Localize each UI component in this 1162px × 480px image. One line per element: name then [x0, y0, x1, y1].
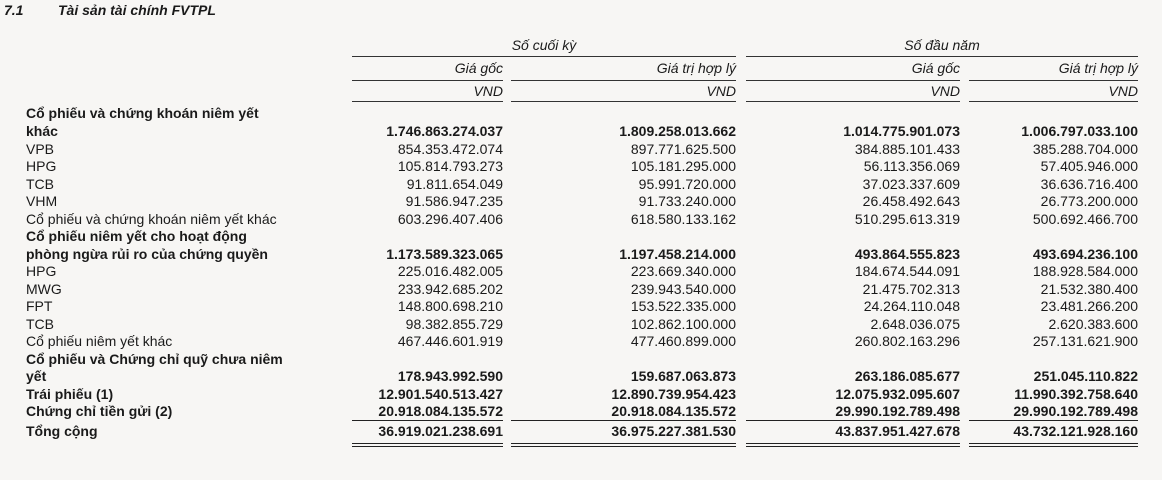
cell-value: 257.131.621.900: [1032, 333, 1138, 349]
row-label: VPB: [26, 141, 55, 157]
section-number: 7.1: [4, 2, 24, 18]
row-label: yết: [26, 368, 47, 384]
total-double-rule-2: [511, 446, 736, 447]
total-top-rule: [511, 420, 736, 421]
cell-value: 91.586.947.235: [405, 193, 503, 209]
row-label: HPG: [26, 158, 57, 174]
total-double-rule-1: [352, 443, 503, 444]
table-row: [0, 211, 1162, 227]
column-unit-rule: [352, 101, 503, 102]
total-double-rule-1: [969, 443, 1138, 444]
table-row: [0, 263, 1162, 279]
cell-value: 897.771.625.500: [630, 141, 736, 157]
cell-value: 21.532.380.400: [1040, 281, 1138, 297]
cell-value: 56.113.356.069: [863, 158, 960, 174]
cell-value: 95.991.720.000: [638, 176, 736, 192]
cell-value: 1.173.589.323.065: [386, 246, 503, 262]
cell-value: 2.620.383.600: [1048, 316, 1138, 332]
table-row: [0, 423, 1162, 439]
cell-value: 105.814.793.273: [397, 158, 503, 174]
table-row: [0, 123, 1162, 139]
cell-value: 225.016.482.005: [397, 263, 503, 279]
row-label: khác: [26, 123, 58, 139]
group-header-end-period: Số cuối kỳ: [511, 37, 577, 53]
row-label: Cổ phiếu niêm yết cho hoạt động: [26, 228, 247, 244]
cell-value: 98.382.855.729: [405, 316, 503, 332]
cell-value: 29.990.192.789.498: [1013, 403, 1138, 419]
cell-value: 153.522.335.000: [630, 298, 736, 314]
cell-value: 2.648.036.075: [870, 316, 960, 332]
group-header-beginning-year: Số đầu năm: [904, 37, 980, 53]
column-header-label: Giá gốc: [454, 60, 503, 76]
total-top-rule: [352, 420, 503, 421]
cell-value: 510.295.613.319: [854, 211, 960, 227]
cell-value: 21.475.702.313: [862, 281, 960, 297]
cell-value: 23.481.266.200: [1040, 298, 1138, 314]
cell-value: 91.733.240.000: [638, 193, 736, 209]
total-double-rule-2: [746, 446, 960, 447]
cell-value: 477.460.899.000: [630, 333, 736, 349]
table-row: [0, 228, 1162, 244]
table-row: [0, 351, 1162, 367]
table-row: [0, 316, 1162, 332]
table-row: [0, 246, 1162, 262]
cell-value: 854.353.472.074: [397, 141, 503, 157]
column-unit-rule: [511, 101, 736, 102]
cell-value: 57.405.946.000: [1040, 158, 1138, 174]
cell-value: 263.186.085.677: [854, 368, 960, 384]
cell-value: 385.288.704.000: [1032, 141, 1138, 157]
row-label: Cổ phiếu và chứng khoán niêm yết khác: [26, 211, 277, 227]
cell-value: 184.674.544.091: [854, 263, 960, 279]
cell-value: 29.990.192.789.498: [835, 403, 960, 419]
total-double-rule-2: [969, 446, 1138, 447]
column-header-label: Giá gốc: [911, 60, 960, 76]
row-label: Cổ phiếu và Chứng chỉ quỹ chưa niêm: [26, 351, 283, 367]
column-unit-label: VND: [930, 83, 960, 99]
cell-value: 233.942.685.202: [397, 281, 503, 297]
cell-value: 239.943.540.000: [630, 281, 736, 297]
table-row: [0, 158, 1162, 174]
cell-value: 500.692.466.700: [1032, 211, 1138, 227]
row-label: TCB: [26, 176, 54, 192]
table-row: [0, 403, 1162, 419]
column-unit-label: VND: [706, 83, 736, 99]
row-label: Trái phiếu (1): [26, 386, 114, 402]
cell-value: 43.732.121.928.160: [1013, 423, 1138, 439]
column-header-label: Giá trị hợp lý: [656, 60, 736, 76]
column-unit-rule: [969, 101, 1138, 102]
table-row: [0, 193, 1162, 209]
table-row: [0, 368, 1162, 384]
cell-value: 11.990.392.758.640: [1014, 386, 1138, 402]
column-header-rule: [511, 80, 736, 81]
cell-value: 223.669.340.000: [630, 263, 736, 279]
cell-value: 37.023.337.609: [862, 176, 960, 192]
cell-value: 467.446.601.919: [397, 333, 503, 349]
table-row: [0, 298, 1162, 314]
cell-value: 12.890.739.954.423: [611, 386, 736, 402]
row-label: HPG: [26, 263, 57, 279]
table-row: [0, 281, 1162, 297]
group-underline-end-period: [352, 56, 736, 57]
table-row: [0, 105, 1162, 121]
cell-value: 188.928.584.000: [1032, 263, 1138, 279]
cell-value: 1.746.863.274.037: [386, 123, 503, 139]
table-row: [0, 176, 1162, 192]
row-label: VHM: [26, 193, 58, 209]
cell-value: 178.943.992.590: [397, 368, 503, 384]
cell-value: 102.862.100.000: [630, 316, 736, 332]
column-header-label: Giá trị hợp lý: [1058, 60, 1138, 76]
cell-value: 91.811.654.049: [406, 176, 503, 192]
table-row: [0, 386, 1162, 402]
cell-value: 36.636.716.400: [1040, 176, 1138, 192]
column-header-rule: [352, 80, 503, 81]
section-title: Tài sản tài chính FVTPL: [58, 2, 216, 18]
total-double-rule-1: [746, 443, 960, 444]
cell-value: 36.919.021.238.691: [378, 423, 503, 439]
cell-value: 43.837.951.427.678: [835, 423, 960, 439]
total-top-rule: [969, 420, 1138, 421]
cell-value: 159.687.063.873: [630, 368, 736, 384]
cell-value: 148.800.698.210: [397, 298, 503, 314]
column-unit-label: VND: [1108, 83, 1138, 99]
row-label: phòng ngừa rủi ro của chứng quyền: [26, 246, 268, 262]
table-row: [0, 141, 1162, 157]
cell-value: 12.901.540.513.427: [378, 386, 503, 402]
column-unit-label: VND: [473, 83, 503, 99]
total-top-rule: [746, 420, 960, 421]
cell-value: 20.918.084.135.572: [611, 403, 736, 419]
cell-value: 12.075.932.095.607: [835, 386, 960, 402]
cell-value: 20.918.084.135.572: [378, 403, 503, 419]
cell-value: 603.296.407.406: [397, 211, 503, 227]
row-label: TCB: [26, 316, 54, 332]
cell-value: 1.006.797.033.100: [1021, 123, 1138, 139]
row-label: FPT: [26, 298, 53, 314]
section-heading: [4, 2, 216, 18]
cell-value: 1.014.775.901.073: [843, 123, 960, 139]
cell-value: 26.458.492.643: [862, 193, 960, 209]
column-unit-rule: [746, 101, 960, 102]
column-header-rule: [746, 80, 960, 81]
cell-value: 493.864.555.823: [854, 246, 960, 262]
total-double-rule-2: [352, 446, 503, 447]
total-double-rule-1: [511, 443, 736, 444]
cell-value: 36.975.227.381.530: [611, 423, 736, 439]
row-label: Cổ phiếu niêm yết khác: [26, 333, 173, 349]
cell-value: 260.802.163.296: [854, 333, 960, 349]
row-label: Cổ phiếu và chứng khoán niêm yết: [26, 105, 259, 121]
cell-value: 251.045.110.822: [1033, 368, 1138, 384]
cell-value: 618.580.133.162: [630, 211, 736, 227]
row-label: Tổng cộng: [26, 423, 98, 439]
cell-value: 24.264.110.048: [863, 298, 960, 314]
cell-value: 493.694.236.100: [1032, 246, 1138, 262]
cell-value: 1.809.258.013.662: [619, 123, 736, 139]
row-label: MWG: [26, 281, 62, 297]
cell-value: 105.181.295.000: [630, 158, 736, 174]
cell-value: 26.773.200.000: [1040, 193, 1138, 209]
cell-value: 384.885.101.433: [854, 141, 960, 157]
group-underline-beginning-year: [746, 56, 1138, 57]
cell-value: 1.197.458.214.000: [619, 246, 736, 262]
table-row: [0, 333, 1162, 349]
column-header-rule: [969, 80, 1138, 81]
row-label: Chứng chỉ tiền gửi (2): [26, 403, 173, 419]
